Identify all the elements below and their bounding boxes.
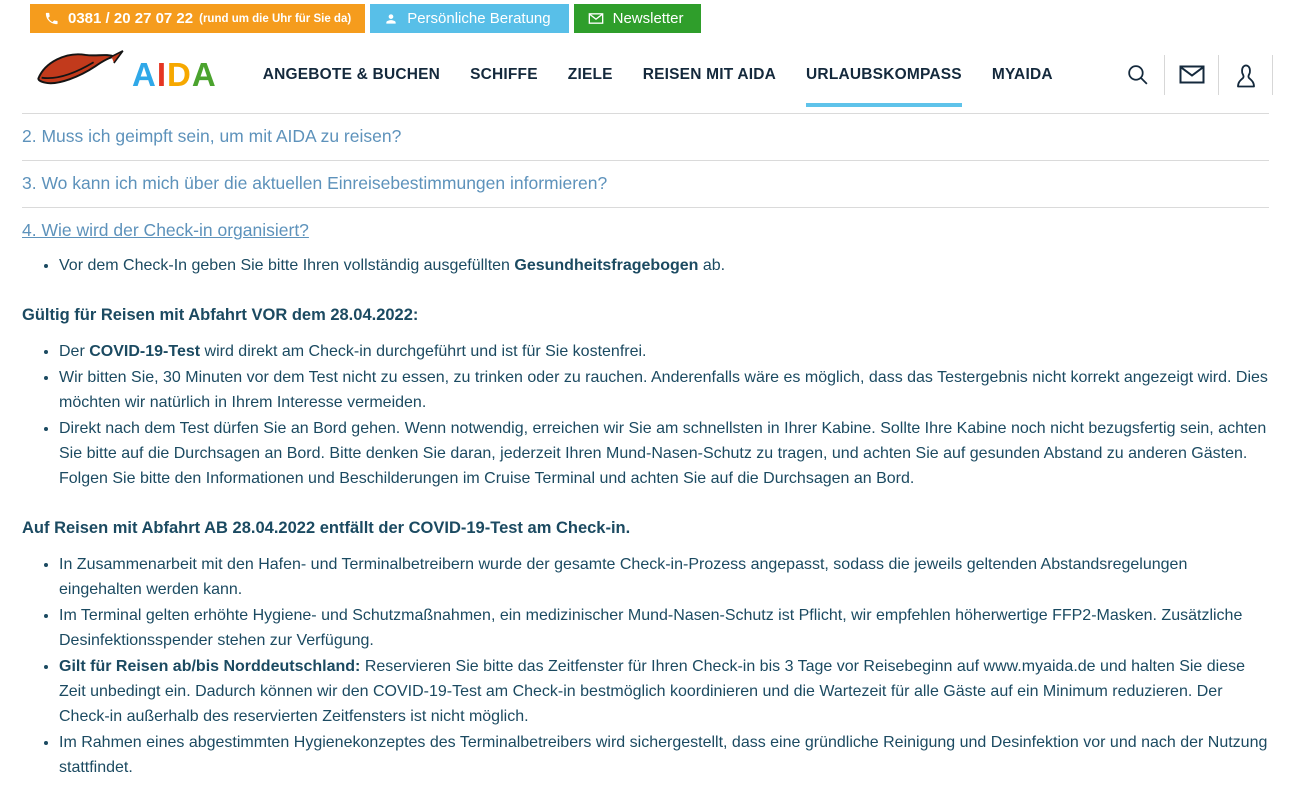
main-navigation xyxy=(263,38,1111,112)
personal-advice-button[interactable] xyxy=(370,4,568,33)
user-icon xyxy=(1234,62,1258,88)
section-heading-after-date: Auf Reisen mit Abfahrt AB 28.04.2022 entfällt der COVID-19-Test am Check-in. xyxy=(22,519,631,537)
nav-item-urlaubskompass[interactable]: URLAUBSKOMPASS xyxy=(806,38,962,112)
search-icon xyxy=(1125,62,1150,87)
mail-icon xyxy=(1179,64,1205,85)
faq-question-4[interactable]: 4. Wie wird der Check-in organisiert? xyxy=(22,220,309,240)
nav-item-reisen-mit-aida[interactable]: REISEN MIT AIDA xyxy=(642,65,777,83)
aida-logo[interactable] xyxy=(30,46,217,103)
faq-row xyxy=(22,160,1269,207)
bullet-item: • Der COVID-19-Test wird direkt am Check-in durchgeführt und ist für Sie kostenfrei. xyxy=(59,339,1269,364)
nav-item-ziele[interactable]: ZIELE xyxy=(567,65,613,83)
topbar xyxy=(0,0,1291,36)
bullet-item: • Wir bitten Sie, 30 Minuten vor dem Test nicht zu essen, zu trinken oder zu rauchen. Anderenfalls wäre es möglich, dass das Testergebnis nicht korrekt angezeigt wird. Dies möchten wir natürlich in Ihrem Interesse vermeiden. xyxy=(59,365,1269,415)
faq-row xyxy=(22,113,1269,160)
faq-question-3[interactable]: 3. Wo kann ich mich über die aktuellen Einreisebestimmungen informieren? xyxy=(22,173,608,193)
envelope-icon xyxy=(588,12,604,25)
phone-icon xyxy=(44,11,59,26)
bullet-item: • Direkt nach dem Test dürfen Sie an Bord gehen. Wenn notwendig, erreichen wir Sie am schnellsten in Ihrer Kabine. Sollte Ihre Kabine noch nicht bezugsfertig sein, achten Sie bitte auf die Durchsagen an Bord. Bitte denken Sie daran, jederzeit Ihren Mund-Nasen-Schutz zu tragen, und achten Sie auf gesunden Abstand zu anderen Gästen. Folgen Sie bitte den Informationen und Beschilderungen im Cruise Terminal und achten Sie auf die Durchsagen an Bord. xyxy=(59,416,1269,491)
site-header xyxy=(0,36,1291,113)
phone-number: 0381 / 20 27 07 22 xyxy=(68,10,194,27)
bullet-item: • Im Rahmen eines abgestimmten Hygienekonzeptes des Terminalbetreibers wird sichergestellt, dass eine gründliche Reinigung und Desinfektion vor und nach der Nutzung stattfindet. xyxy=(59,730,1269,780)
newsletter-label: Newsletter xyxy=(612,10,684,27)
header-icon-group xyxy=(1111,55,1273,95)
newsletter-button[interactable] xyxy=(574,4,702,33)
faq-row xyxy=(22,207,1269,794)
bullet-item: • In Zusammenarbeit mit den Hafen- und Terminalbetreibern wurde der gesamte Check-in-Prozess angepasst, sodass die jeweils geltenden Abstandsregelungen eingehalten werden kann. xyxy=(59,552,1269,602)
faq-answer-checkin xyxy=(22,253,1269,780)
nav-item-schiffe[interactable]: SCHIFFE xyxy=(470,65,538,83)
contact-mail-button[interactable] xyxy=(1165,55,1219,95)
section-heading-before-date: Gültig für Reisen mit Abfahrt VOR dem 28.04.2022: xyxy=(22,306,419,324)
intro-bullet-list xyxy=(22,253,1269,278)
faq-content xyxy=(0,113,1291,794)
bullet-item: • Vor dem Check-In geben Sie bitte Ihren vollständig ausgefüllten Gesundheitsfragebogen ab. xyxy=(59,253,1269,278)
section1-bullet-list xyxy=(22,339,1269,491)
personal-advice-label: Persönliche Beratung xyxy=(407,10,551,27)
nav-item-angebote-buchen[interactable]: ANGEBOTE & BUCHEN xyxy=(262,65,441,83)
nav-item-myaida[interactable]: MYAIDA xyxy=(991,65,1053,83)
phone-button[interactable] xyxy=(30,4,365,33)
search-button[interactable] xyxy=(1111,55,1165,95)
faq-question-2[interactable]: 2. Muss ich geimpft sein, um mit AIDA zu reisen? xyxy=(22,126,402,146)
section2-bullet-list xyxy=(22,552,1269,780)
kussmund-lips-icon xyxy=(30,46,128,103)
phone-availability-note: (rund um die Uhr für Sie da) xyxy=(199,12,352,25)
account-button[interactable] xyxy=(1219,55,1273,95)
person-icon xyxy=(384,12,398,26)
bullet-item: • Im Terminal gelten erhöhte Hygiene- und Schutzmaßnahmen, ein medizinischer Mund-Nasen-Schutz ist Pflicht, wir empfehlen höherwertige FFP2-Masken. Zusätzliche Desinfektionsspender stehen zur Verfügung. xyxy=(59,603,1269,653)
bullet-item: • Gilt für Reisen ab/bis Norddeutschland: Reservieren Sie bitte das Zeitfenster für Ihren Check-in bis 3 Tage vor Reisebeginn auf www.myaida.de und halten Sie diese Zeit unbedingt ein. Dadurch können wir den COVID-19-Test am Check-in bestmöglich koordinieren und die Wartezeit für alle Gäste auf ein Minimum reduzieren. Der Check-in außerhalb des reservierten Zeitfensters ist nicht möglich. xyxy=(59,654,1269,729)
aida-logo-text: AIDA xyxy=(132,55,217,93)
